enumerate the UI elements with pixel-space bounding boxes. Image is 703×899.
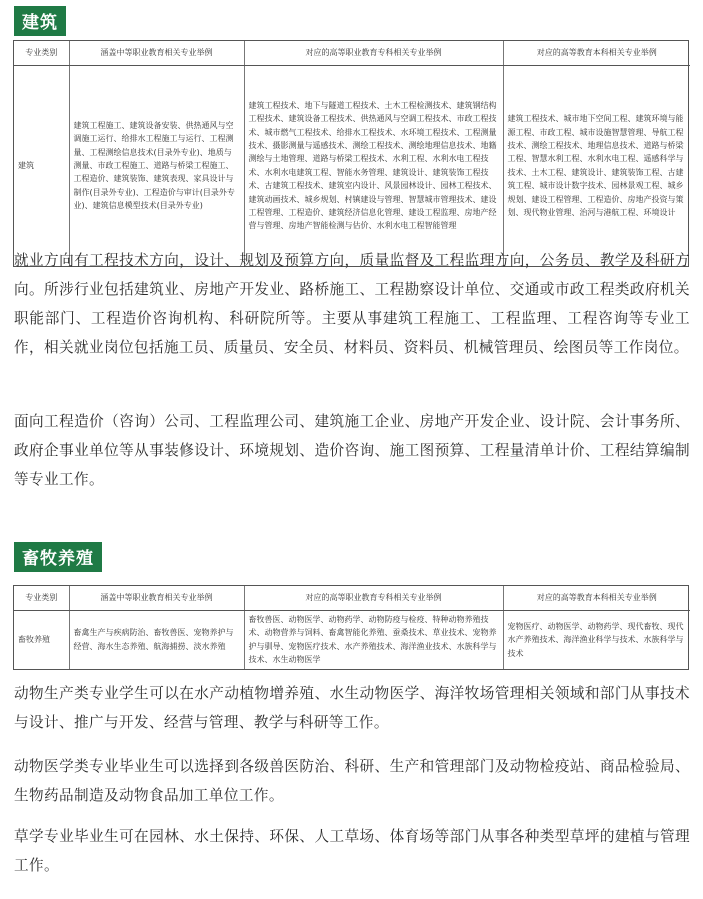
architecture-paragraph-1: 就业方向有工程技术方向，设计、规划及预算方向，质量监督及工程监理方向，公务员、教学及科研方向。所涉行业包括建筑业、房地产开发业、路桥施工、工程勘察设计单位、交通或市政工程类政府机关职能部门、工程造价咨询机构、科研院所等。主要从事建筑工程施工、工程监理、工程咨询等专业工作，相关就业岗位包括施工员、质量员、安全员、材料员、资料员、机械管理员、绘图员等工作岗位。 bbox=[14, 252, 690, 356]
col-header-vocational: 对应的高等职业教育专科相关专业举例 bbox=[244, 41, 503, 66]
col-header-undergrad: 对应的高等教育本科相关专业举例 bbox=[503, 586, 690, 611]
cell-vocational: 畜牧兽医、动物医学、动物药学、动物防疫与检疫、特种动物养殖技术、动物营养与饲料、畜禽智能化养殖、蚕桑技术、草业技术、宠物养护与驯导、宠物医疗技术、水产养殖技术、海洋渔业技术、水族科学与技术、水生动物医学 bbox=[244, 611, 503, 669]
animal-husbandry-paragraph-1: 动物生产类专业学生可以在水产动植物增养殖、水生动物医学、海洋牧场管理相关领域和部门从事技术与设计、推广与开发、经营与管理、教学与科研等工作。 bbox=[14, 685, 690, 731]
section-title-animal-husbandry: 畜牧养殖 bbox=[14, 542, 102, 572]
col-header-category: 专业类别 bbox=[14, 41, 69, 66]
col-header-category: 专业类别 bbox=[14, 586, 69, 611]
table-row bbox=[14, 611, 690, 669]
animal-husbandry-paragraph-2: 动物医学类专业毕业生可以选择到各级兽医防治、科研、生产和管理部门及动物检疫站、商品检验局、生物药品制造及动物食品加工单位工作。 bbox=[14, 758, 690, 804]
table-header-row bbox=[14, 41, 690, 66]
animal-husbandry-paragraph-3: 草学专业毕业生可在园林、水土保持、环保、人工草场、体育场等部门从事各种类型草坪的建植与管理工作。 bbox=[14, 828, 690, 874]
col-header-undergrad: 对应的高等教育本科相关专业举例 bbox=[503, 41, 690, 66]
col-header-secondary: 涵盖中等职业教育相关专业举例 bbox=[69, 586, 244, 611]
cell-undergrad: 宠物医疗、动物医学、动物药学、现代畜牧、现代水产养殖技术、海洋渔业科学与技术、水族科学与技术 bbox=[507, 621, 684, 658]
animal-husbandry-table bbox=[13, 585, 689, 670]
architecture-paragraph-2: 面向工程造价（咨询）公司、工程监理公司、建筑施工企业、房地产开发企业、设计院、会计事务所、政府企事业单位等从事装修设计、环境规划、造价咨询、施工图预算、工程量清单计价、工程结算编制等专业工作。 bbox=[14, 413, 690, 488]
cell-vocational: 建筑工程技术、地下与隧道工程技术、土木工程检测技术、建筑钢结构工程技术、建筑设备工程技术、供热通风与空调工程技术、市政工程技术、城市燃气工程技术、给排水工程技术、水环境工程技术、工程测量技术、摄影测量与遥感技术、测绘工程技术、测绘地理信息技术、地籍测绘与土地管理、道路与桥梁工程技术、水利工程、水利水电工程技术、水利水电建筑工程、智能水务管理、建筑设计、建筑装饰工程技术、古建筑工程技术、建筑室内设计、风景园林设计、园林工程技术、建筑动画技术、城乡规划、村镇建设与管理、智慧城市管理技术、建设工程管理、工程造价、建筑经济信息化管理、建设工程监理、房地产经营与管理、房地产智能检测与估价、水利水电工程智能管理 bbox=[244, 66, 503, 266]
cell-category: 畜牧养殖 bbox=[14, 611, 69, 669]
col-header-secondary: 涵盖中等职业教育相关专业举例 bbox=[69, 41, 244, 66]
table-header-row bbox=[14, 586, 690, 611]
cell-category: 建筑 bbox=[14, 66, 69, 266]
cell-secondary: 建筑工程施工、建筑设备安装、供热通风与空调施工运行、给排水工程施工与运行、工程测量、工程测绘信息技术(目录外专业)、地质与测量、市政工程施工、道路与桥梁工程施工、工程造价、建筑装饰、建筑表现、家具设计与制作(目录外专业)、工程造价与审计(目录外专业)、建筑信息模型技术(目录外专业) bbox=[69, 66, 244, 266]
cell-undergrad: 建筑工程技术、城市地下空间工程、建筑环境与能源工程、市政工程、城市设施智慧管理、导航工程技术、测绘工程技术、地理信息技术、道路与桥梁工程、智慧水利工程、水利水电工程、遥感科学与技术、土木工程、建筑设计、建筑装饰工程、古建筑工程、城市设计数字技术、园林景观工程、城乡规划、建设工程管理、工程造价、房地产投资与策划、现代物业管理、治河与港航工程、环境设计 bbox=[507, 114, 684, 217]
section-title-architecture: 建筑 bbox=[14, 6, 66, 36]
architecture-table bbox=[13, 40, 689, 267]
col-header-vocational: 对应的高等职业教育专科相关专业举例 bbox=[244, 586, 503, 611]
table-row bbox=[14, 66, 690, 266]
cell-secondary: 畜禽生产与疾病防治、畜牧兽医、宠物养护与经营、海水生态养殖、航海捕捞、淡水养殖 bbox=[69, 611, 244, 669]
